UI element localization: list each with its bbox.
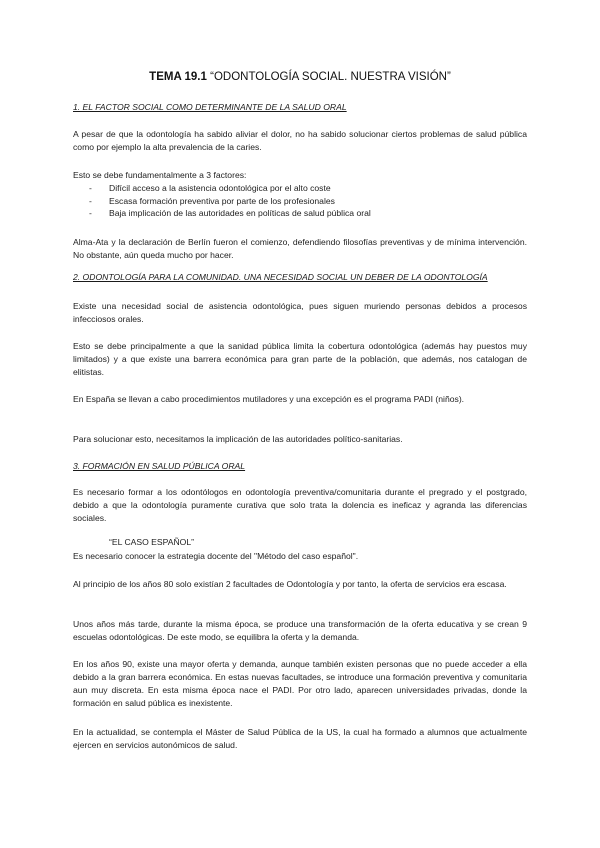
list-item xyxy=(73,195,527,208)
section-3-heading: 3. FORMACIÓN EN SALUD PÚBLICA ORAL xyxy=(73,461,246,471)
bullet-mark: - xyxy=(89,208,92,218)
title-bold: TEMA 19.1 xyxy=(149,71,207,83)
section-3-paragraph-3: Al principio de los años 80 solo existían 2 facultades de Odontología y por tanto, la oferta de servicios era escasa. xyxy=(73,579,507,589)
section-3-paragraph-2: Es necesario conocer la estrategia docente del "Método del caso español". xyxy=(73,551,359,561)
bullet-mark: - xyxy=(89,183,92,193)
page-title xyxy=(0,71,600,83)
section-2-paragraph-1: Existe una necesidad social de asistencia odontológica, pues siguen muriendo personas debidos a procesos infecciosos orales. xyxy=(73,301,527,324)
section-2-paragraph-2: Esto se debe principalmente a que la sanidad pública limita la cobertura odontológica (además hay puestos muy limitados) y a que existe una barrera económica para gran parte de la población, que además, nos catalogan de elitistas. xyxy=(73,341,527,377)
section-2-heading: 2. ODONTOLOGÍA PARA LA COMUNIDAD. UNA NECESIDAD SOCIAL UN DEBER DE LA ODONTOLOGÍA xyxy=(73,272,488,282)
section-3-paragraph-1: Es necesario formar a los odontólogos en odontología preventiva/comunitaria durante el pregrado y el postgrado, debido a que la odontología puramente curativa que solo trata la dolencia es ineficaz y agranda las diferencias sociales. xyxy=(73,487,527,523)
section-3-paragraph-4: Unos años más tarde, durante la misma época, se produce una transformación de la oferta educativa y se crean 9 escuelas odontológicas. De este modo, se equilibra la oferta y la demanda. xyxy=(73,619,527,642)
section-2-paragraph-4: Para solucionar esto, necesitamos la implicación de las autoridades político-sanitarias. xyxy=(73,434,403,444)
list-item-text: Escasa formación preventiva por parte de los profesionales xyxy=(109,195,335,206)
list-item xyxy=(73,182,527,195)
case-title: “EL CASO ESPAÑOL” xyxy=(109,537,195,547)
section-1-heading: 1. EL FACTOR SOCIAL COMO DETERMINANTE DE LA SALUD ORAL xyxy=(73,102,347,112)
section-2-paragraph-3: En España se llevan a cabo procedimientos mutiladores y una excepción es el programa PADI (niños). xyxy=(73,394,465,404)
list-item-text: Difícil acceso a la asistencia odontológica por el alto coste xyxy=(109,183,331,193)
section-3-paragraph-5: En los años 90, existe una mayor oferta y demanda, aunque también existen personas que no puede acceder a ella debido a la gran barrera económica. En estas nuevas facultades, se introduce una formación preventiva y comunitaria aun muy discreta. En esta misma época nace el PADI. Por otro lado, aparecen universidades privadas, donde la formación en salud pública es inexistente. xyxy=(73,659,527,708)
section-1-paragraph-3: Alma-Ata y la declaración de Berlín fueron el comienzo, defendiendo filosofías preventivas y de mínima intervención. No obstante, aún queda mucho por hacer. xyxy=(73,237,527,260)
section-1-paragraph-2: Esto se debe fundamentalmente a 3 factores: xyxy=(73,170,247,180)
bullet-mark: - xyxy=(89,195,92,206)
list-item-text: Baja implicación de las autoridades en políticas de salud pública oral xyxy=(109,208,371,218)
factor-list xyxy=(73,182,527,220)
section-1-paragraph-1: A pesar de que la odontología ha sabido aliviar el dolor, no ha sabido solucionar ciertos problemas de salud pública como por ejemplo la alta prevalencia de la caries. xyxy=(73,129,527,152)
list-item xyxy=(73,207,527,220)
title-rest: “ODONTOLOGÍA SOCIAL. NUESTRA VISIÓN” xyxy=(210,71,451,83)
section-3-paragraph-6: En la actualidad, se contempla el Máster de Salud Pública de la US, la cual ha formado a alumnos que actualmente ejercen en servicios autonómicos de salud. xyxy=(73,727,527,750)
